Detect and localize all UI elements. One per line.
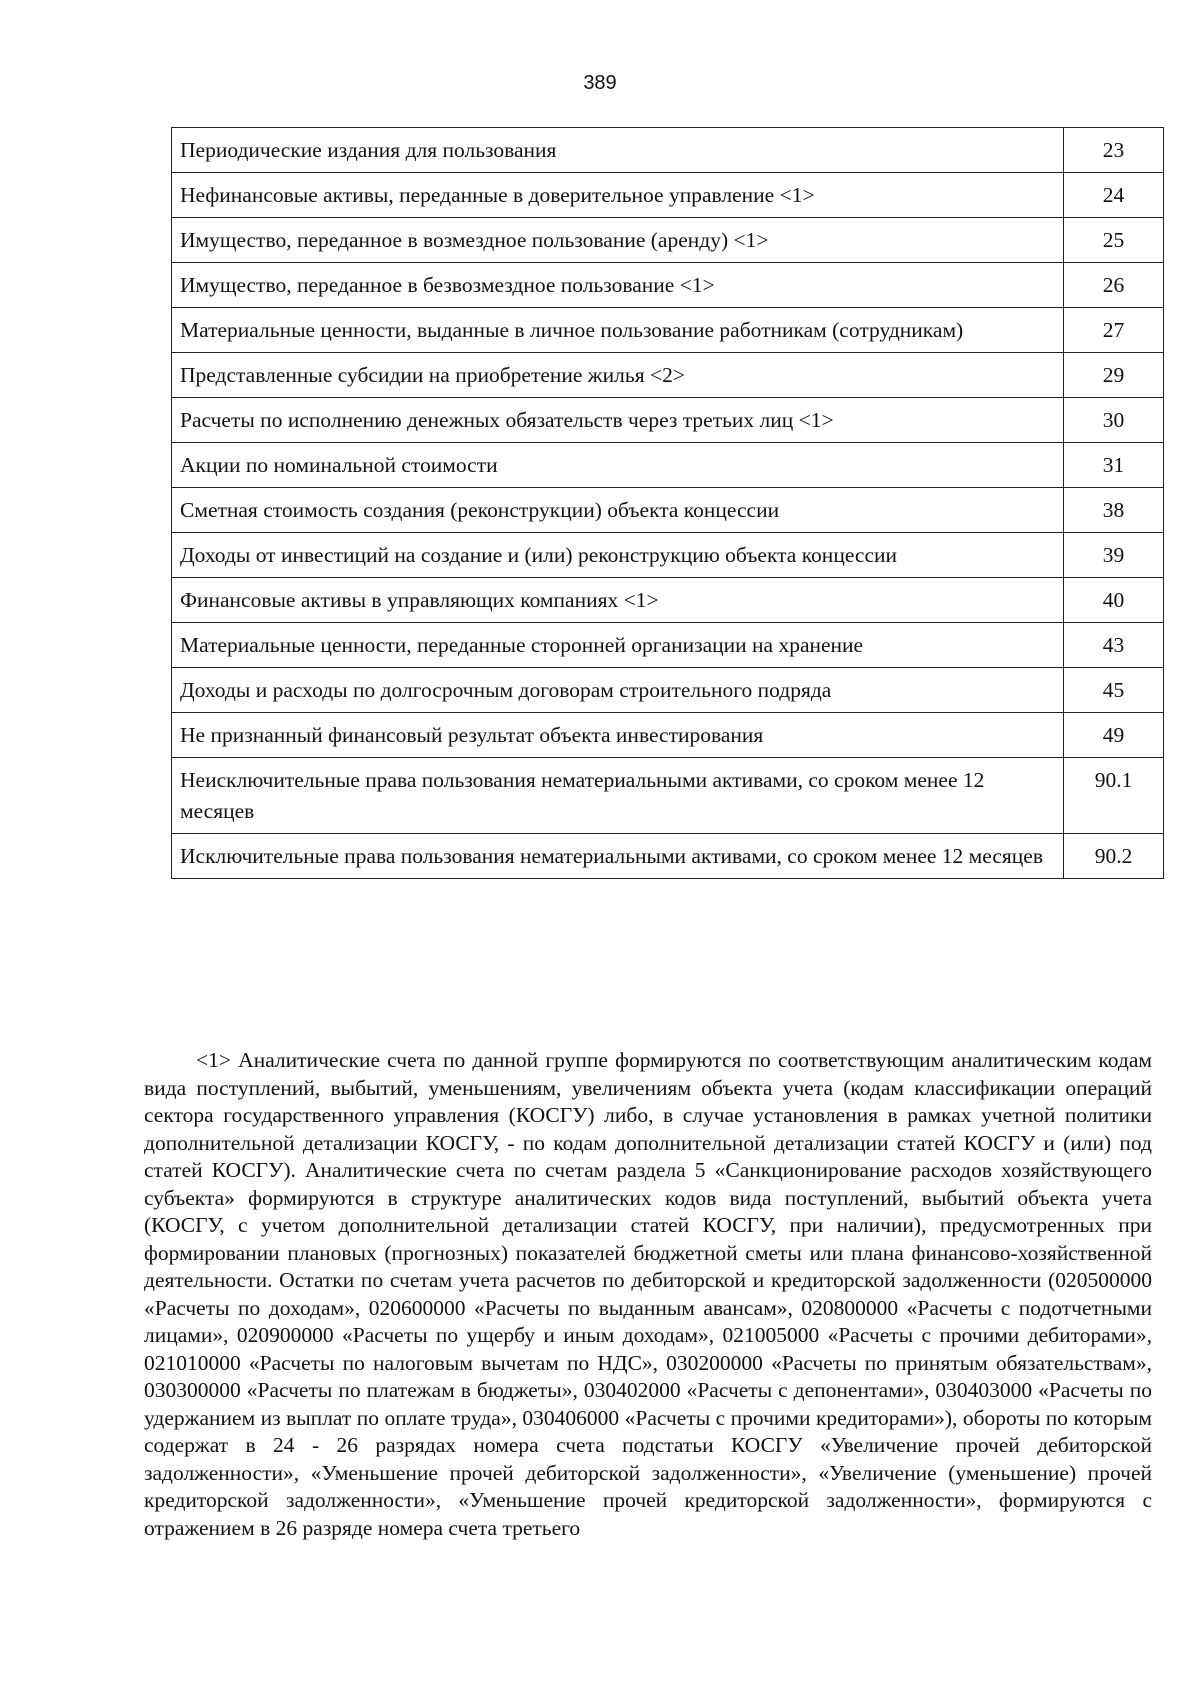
table-row <box>172 713 1164 758</box>
account-code: 45 <box>1064 668 1164 713</box>
table-row <box>172 533 1164 578</box>
account-name: Акции по номинальной стоимости <box>172 443 1064 488</box>
account-name: Не признанный финансовый результат объекта инвестирования <box>172 713 1064 758</box>
account-name: Неисключительные права пользования нематериальными активами, со сроком менее 12 месяцев <box>172 758 1064 834</box>
table-row <box>172 263 1164 308</box>
account-code: 25 <box>1064 218 1164 263</box>
account-name: Материальные ценности, переданные сторонней организации на хранение <box>172 623 1064 668</box>
account-code: 31 <box>1064 443 1164 488</box>
table-row <box>172 218 1164 263</box>
account-code: 26 <box>1064 263 1164 308</box>
account-code: 43 <box>1064 623 1164 668</box>
account-code: 90.2 <box>1064 834 1164 879</box>
table-row <box>172 488 1164 533</box>
account-code: 39 <box>1064 533 1164 578</box>
account-code: 27 <box>1064 308 1164 353</box>
table-row <box>172 834 1164 879</box>
account-code: 49 <box>1064 713 1164 758</box>
table-row <box>172 398 1164 443</box>
account-name: Имущество, переданное в возмездное пользование (аренду) <1> <box>172 218 1064 263</box>
table-row <box>172 623 1164 668</box>
account-name: Материальные ценности, выданные в личное пользование работникам (сотрудникам) <box>172 308 1064 353</box>
account-name: Исключительные права пользования нематериальными активами, со сроком менее 12 месяцев <box>172 834 1064 879</box>
table-row <box>172 668 1164 713</box>
account-name: Расчеты по исполнению денежных обязательств через третьих лиц <1> <box>172 398 1064 443</box>
table-row <box>172 578 1164 623</box>
table-row <box>172 353 1164 398</box>
account-code: 40 <box>1064 578 1164 623</box>
account-name: Нефинансовые активы, переданные в доверительное управление <1> <box>172 173 1064 218</box>
account-code: 24 <box>1064 173 1164 218</box>
account-name: Представленные субсидии на приобретение жилья <2> <box>172 353 1064 398</box>
account-code: 90.1 <box>1064 758 1164 834</box>
account-name: Сметная стоимость создания (реконструкции) объекта концессии <box>172 488 1064 533</box>
page-number: 389 <box>583 72 617 94</box>
account-name: Доходы от инвестиций на создание и (или) реконструкцию объекта концессии <box>172 533 1064 578</box>
account-name: Доходы и расходы по долгосрочным договорам строительного подряда <box>172 668 1064 713</box>
table-row <box>172 758 1164 834</box>
accounts-table <box>171 127 1164 879</box>
account-code: 38 <box>1064 488 1164 533</box>
account-name: Финансовые активы в управляющих компаниях <1> <box>172 578 1064 623</box>
table-row <box>172 173 1164 218</box>
account-code: 29 <box>1064 353 1164 398</box>
account-code: 30 <box>1064 398 1164 443</box>
table-row <box>172 308 1164 353</box>
footnote-paragraph: <1> Аналитические счета по данной группе формируются по соответствующим аналитическим кодам вида поступлений, выбытий, уменьшениям, увеличениям объекта учета (кодам классификации операций сектора государственного управления (КОСГУ) либо, в случае установления в рамках учетной политики дополнительной детализации КОСГУ, - по кодам дополнительной детализации статей КОСГУ и (или) под статей КОСГУ). Аналитические счета по счетам раздела 5 «Санкционирование расходов хозяйствующего субъекта» формируются в структуре аналитических кодов вида поступлений, выбытий объекта учета (КОСГУ, с учетом дополнительной детализации статей КОСГУ, при наличии), предусмотренных при формировании плановых (прогнозных) показателей бюджетной сметы или плана финансово-хозяйственной деятельности. Остатки по счетам учета расчетов по дебиторской и кредиторской задолженности (020500000 «Расчеты по доходам», 020600000 «Расчеты по выданным авансам», 020800000 «Расчеты с подотчетными лицами», 020900000 «Расчеты по ущербу и иным доходам», 021005000 «Расчеты с прочими дебиторами», 021010000 «Расчеты по налоговым вычетам по НДС», 030200000 «Расчеты по принятым обязательствам», 030300000 «Расчеты по платежам в бюджеты», 030402000 «Расчеты с депонентами», 030403000 «Расчеты по удержанием из выплат по оплате труда», 030406000 «Расчеты с прочими кредиторами»), обороты по которым содержат в 24 - 26 разрядах номера счета подстатьи КОСГУ «Увеличение прочей дебиторской задолженности», «Уменьшение прочей дебиторской задолженности», «Увеличение (уменьшение) прочей кредиторской задолженности», «Уменьшение прочей кредиторской задолженности», формируются с отражением в 26 разряде номера счета третьего <box>144 1048 1152 1540</box>
account-name: Периодические издания для пользования <box>172 128 1064 173</box>
table-row <box>172 443 1164 488</box>
account-code: 23 <box>1064 128 1164 173</box>
account-name: Имущество, переданное в безвозмездное пользование <1> <box>172 263 1064 308</box>
table-row <box>172 128 1164 173</box>
